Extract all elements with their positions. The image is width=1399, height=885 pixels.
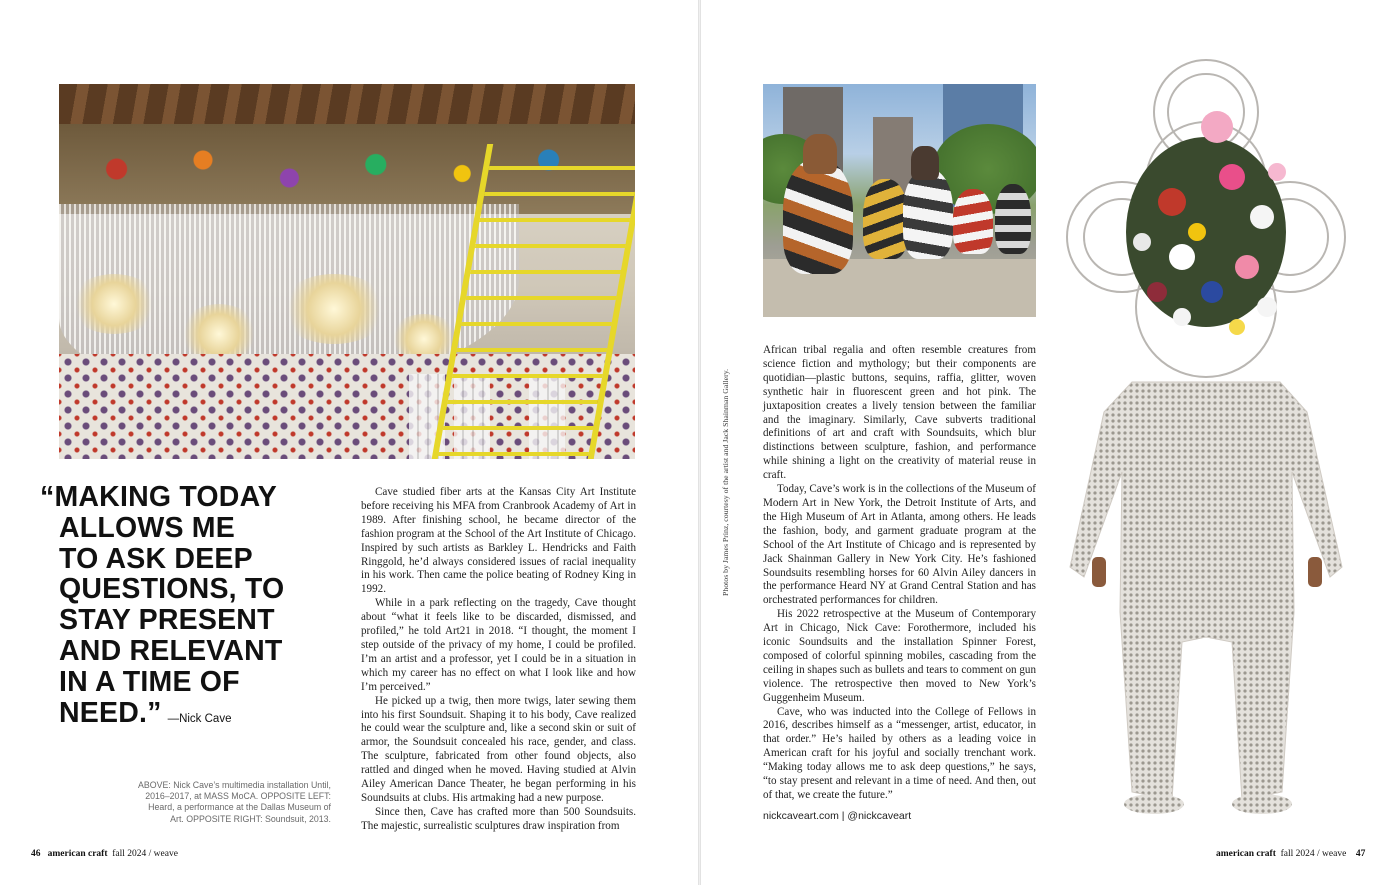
article-column-right: [763, 344, 1036, 803]
body-paragraph: African tribal regalia and often resemble creatures from science fiction and mythology; but their components are quotidian—plastic buttons, sequins, raffia, glitter, woven synthetic hair in fluorescent green and hot pink. The juxtaposition creates a lively tension between the familiar and the imaginary. Similarly, Cave subverts traditional definitions of art and craft with Soundsuits, which blur distinctions between sculpture, fashion, and performance while shining a light on the creativity of material reuse in craft.: [763, 344, 1036, 482]
artist-web-link[interactable]: nickcaveart.com | @nickcaveart: [763, 810, 912, 822]
chandelier: [69, 274, 159, 334]
pull-quote: [40, 482, 330, 734]
caption-line: 2016–2017, at MASS MoCA. OPPOSITE LEFT:: [145, 791, 331, 802]
issue-label: fall 2024 / weave: [1280, 849, 1347, 859]
pull-quote-line: TO ASK DEEP: [59, 542, 253, 575]
horse-soundsuit: [863, 179, 908, 259]
folio-right: [1216, 849, 1365, 859]
folio-left: [31, 849, 178, 859]
body-paragraph: His 2022 retrospective at the Museum of Contemporary Art in Chicago, Nick Cave: Forothermore, included his iconic Soundsuits and the installation Spinner Forest, composed of colorful spinning mobiles, cascading from the ceiling in shapes such as bullets and tears to comment on gun violence. The retrospective then moved to New York’s Guggenheim Museum.: [763, 608, 1036, 704]
horse-soundsuit: [995, 184, 1031, 254]
photo-credit: Photos by James Prinz, courtesy of the artist and Jack Shainman Gallery.: [721, 368, 730, 596]
pull-quote-last-line: [59, 698, 330, 735]
caption-line: Heard, a performance at the Dallas Museum of: [148, 802, 331, 813]
pull-quote-line: AND RELEVANT: [59, 634, 283, 667]
magazine-name: american craft: [47, 849, 108, 859]
body-paragraph: Cave, who was inducted into the College of Fellows in 2016, describes himself as a “messenger, artist, educator, in that order.” He’s hailed by others as a leading voice in American craft for his joyful and socially trenchant work. “Making today allows me to ask deep questions,” he says, “to stay present and relevant in a time of need. And then, out of that, we create the future.”: [763, 705, 1036, 801]
heard-performance-photo: [763, 84, 1036, 317]
pull-quote-line: “MAKING TODAY: [40, 481, 277, 513]
pull-quote-line: QUESTIONS, TO: [59, 573, 285, 606]
horse-head: [803, 134, 837, 174]
pull-quote-line: NEED.”: [59, 696, 162, 729]
body-paragraph: Since then, Cave has crafted more than 500 Soundsuits. The majestic, surrealistic sculptures draw inspiration from: [361, 805, 636, 832]
installation-photo-until: [59, 84, 635, 459]
left-page: [0, 0, 698, 885]
body-paragraph: Cave studied fiber arts at the Kansas City Art Institute before receiving his MFA from Cranbrook Academy of Art in 1989. After finishing school, he became director of the fashion program at the School of the Art Institute of Chicago. Inspired by such artists as Barkley L. Hendricks and Faith Ringgold, he’d always considered issues of racial inequality in his work. Then came the police beating of Rodney King in 1992.: [361, 486, 636, 596]
horse-head: [911, 146, 939, 180]
page-number: 47: [1355, 849, 1366, 859]
caption-line: Art. OPPOSITE RIGHT: Soundsuit, 2013.: [170, 813, 331, 824]
horse-soundsuit: [903, 169, 953, 259]
chandelier: [279, 274, 389, 344]
horse-soundsuit: [953, 189, 993, 254]
caption-line: ABOVE: Nick Cave’s multimedia installation Until,: [138, 780, 331, 790]
body-paragraph: Today, Cave’s work is in the collections of the Museum of Modern Art in New York, the Detroit Institute of Arts, and the High Museum of Art in Atlanta, among others. He leads the fashion, body, and garment graduate program at the School of the Art Institute of Chicago and is represented by Jack Shainman Gallery in New York City. He’s fashioned Soundsuits resembling horses for 60 Alvin Ailey dancers in the performance Heard NY at Grand Central Station and has orchestrated performances for children.: [763, 483, 1036, 607]
photo-caption: [128, 780, 331, 825]
magazine-name: american craft: [1216, 849, 1276, 859]
pull-quote-line: ALLOWS ME: [59, 511, 235, 544]
article-column-left: [361, 486, 636, 834]
pull-quote-line: STAY PRESENT: [59, 604, 275, 637]
issue-label: fall 2024 / weave: [112, 849, 178, 859]
pull-quote-line: IN A TIME OF: [59, 665, 240, 698]
horse-soundsuit: [783, 159, 853, 274]
body-paragraph: He picked up a twig, then more twigs, later sewing them into his first Soundsuit. Shaping it to his body, Cave realized he could wear the sculpture and, like a second skin or suit of armor, the Soundsuit concealed his race, gender, and class. The sculpture, fabricated from other found objects, also rattled and dinged when he moved. Having studied at Alvin Ailey American Dance Theater, he began performing in his Soundsuits at clubs. His artmaking had a new purpose.: [361, 694, 636, 804]
body-paragraph: While in a park reflecting on the tragedy, Cave thought about “what it feels like to be discarded, dismissed, and profiled,” he told Art21 in 2018. “I thought, the moment I step outside of the privacy of my home, I could be profiled. I’m an artist and a professor, yet I could be in a situation in which my career has no effect on what I look like and how I’m perceived.”: [361, 597, 636, 693]
soundsuit-figure-photo: [1062, 52, 1350, 830]
page-number: 46: [31, 849, 41, 859]
soundsuit-illustration: [1062, 52, 1350, 830]
quote-attribution: —Nick Cave: [167, 712, 232, 725]
